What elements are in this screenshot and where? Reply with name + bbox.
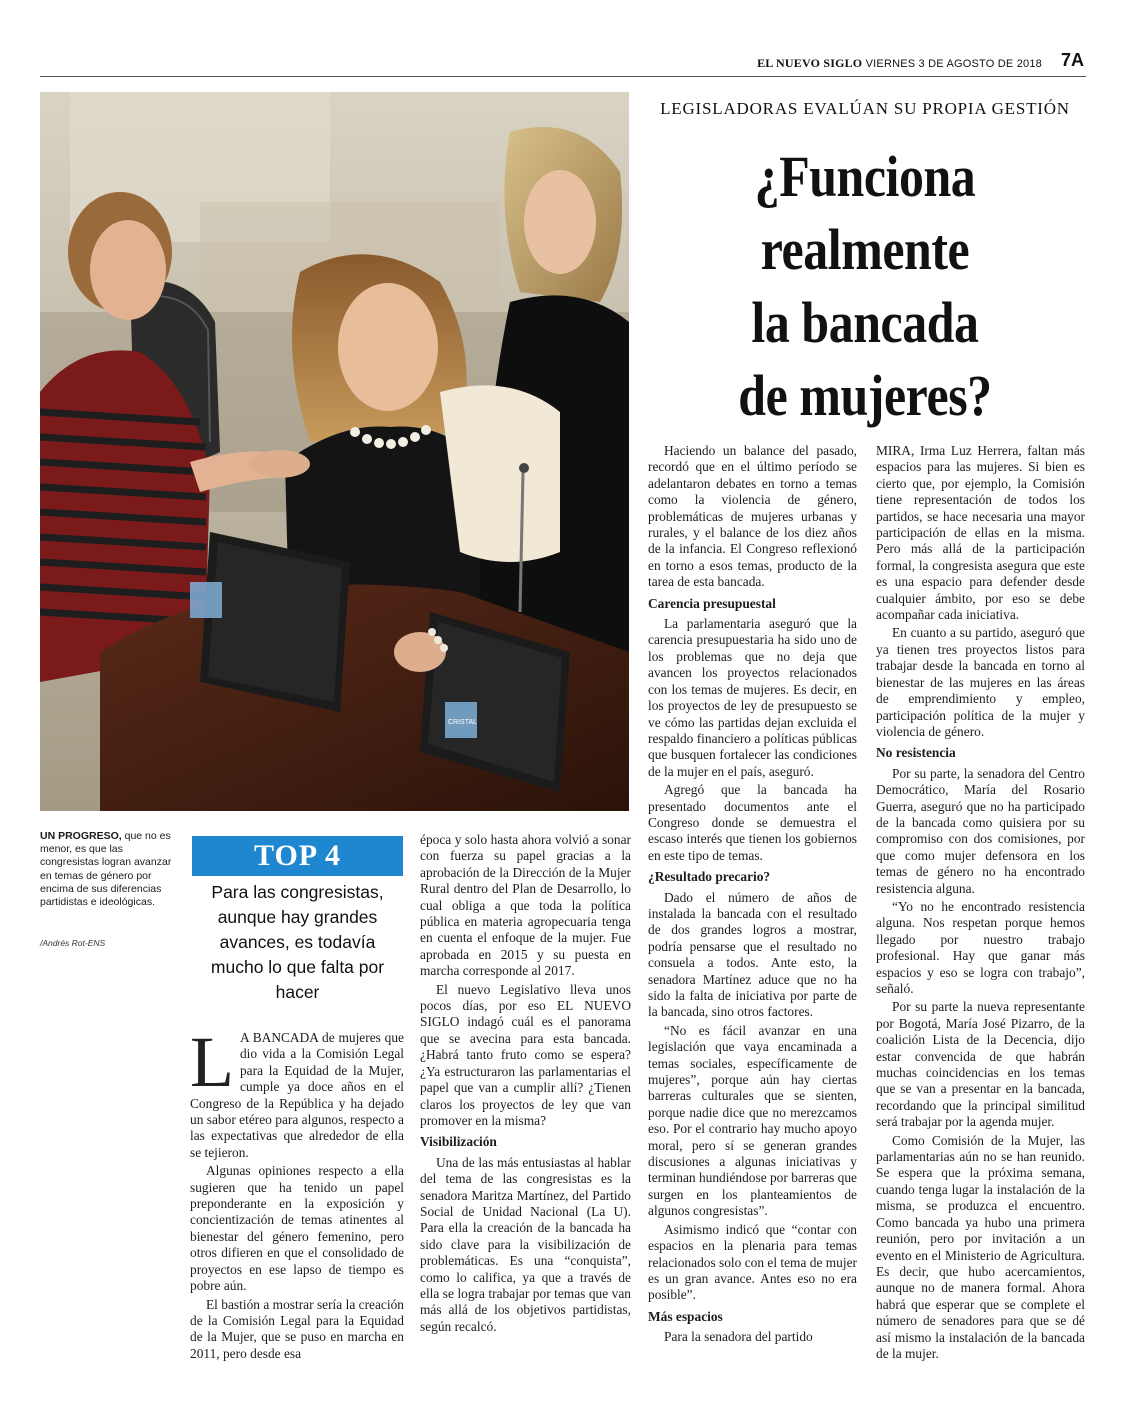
page-folio	[757, 56, 1042, 71]
article-paragraph: “No es fácil avanzar en una legislación que vaya encaminada a temas sociales, específicamente de mujeres”, porque aún hay ciertas barreras culturales que se sienten, porque nadie dice que no merezcamos eso. Por el contrario hay mucho apoyo moral, pero sí se generan grandes discusiones a algunas iniciativas y terminan hundiéndose por barreras que surgen en los planteamientos de algunos congresistas”.	[648, 1022, 857, 1219]
section-heading: Visibilización	[420, 1134, 497, 1150]
article-photo	[40, 92, 629, 811]
photo-credit: /Andrés Rot-ENS	[40, 938, 106, 948]
newspaper-name: EL NUEVO SIGLO	[757, 56, 863, 70]
article-paragraph: El bastión a mostrar sería la creación de la Comisión Legal para la Equidad de la Mujer, que se puso en marcha en 2011, pero desde esa	[190, 1296, 404, 1361]
top4-badge: TOP 4	[192, 836, 403, 876]
section-heading: Carencia presupuestal	[648, 595, 776, 611]
headline-line: ¿Funciona	[754, 144, 976, 209]
article-column-3	[648, 443, 857, 1348]
article-kicker: LEGISLADORAS EVALÚAN SU PROPIA GESTIÓN	[660, 99, 1070, 118]
drop-cap: L	[190, 1022, 234, 1102]
article-paragraph: El nuevo Legislativo lleva unos pocos días, por eso EL NUEVO SIGLO indagó cuál es el panorama que se avecina para esta bancada. ¿Habrá tanto fruto como se espera? ¿Ya estructuraron las parlamentarias el papel que van a cumplir allí? ¿Tienen claros los proyectos de ley que van promover en la misma?	[420, 981, 631, 1128]
photo-illustration	[40, 92, 629, 811]
article-paragraph: A BANCADA de mujeres que dio vida a la Comisión Legal para la Equidad de la Mujer, cumple ya doce años en el Congreso de la República y ha dejado un sabor etéreo para algunos, respecto a las expectativas que alrededor de ella se tejieron.	[190, 1030, 404, 1160]
article-paragraph: Algunas opiniones respecto a ella sugieren que ha tenido un papel preponderante en la exposición y concientización de temas atinentes al bienestar del género femenino, pero otros difieren en que el consolidado de proyectos en ese lapso de tiempo es pobre aún.	[190, 1163, 404, 1294]
article-paragraph: Agregó que la bancada ha presentado documentos ante el Congreso donde se demuestra el escaso interés que tienen los gobiernos en este tipo de temas.	[648, 782, 857, 863]
article-paragraph: Por su parte, la senadora del Centro Democrático, María del Rosario Guerra, aseguró que no ha participado de la bancada como quisiera por su compromiso con dos comisiones, por que como mujer defensora en los temas de género no ha encontrado resistencia alguna.	[876, 765, 1085, 896]
article-paragraph: Como Comisión de la Mujer, las parlamentarias aún no se han reunido. Se espera que la próxima semana, cuando tenga lugar la instalación de la misma, se produzca el encuentro. Como bancada ya hubo una primera reunión, pero por invitación a un evento en el Ministerio de Agricultura. Es decir, que hubo acercamientos, aunque no de manera formal. Ahora habrá que esperar que se complete el número de senadores para que se dé así mismo la instalación de la bancada de la mujer.	[876, 1132, 1085, 1361]
top4-summary: Para las congresistas, aunque hay grandes avances, es todavía mucho lo que falta por hacer	[210, 882, 385, 1002]
photo-caption	[40, 830, 172, 909]
article-column-2	[420, 832, 631, 1337]
section-heading: Más espacios	[648, 1308, 723, 1324]
caption-text: que no es menor, es que las congresistas logran avanzar en temas de género por encima de sus diferencias partidistas e ideológicas.	[40, 830, 172, 909]
section-heading: No resistencia	[876, 745, 956, 761]
article-paragraph: Por su parte la nueva representante por Bogotá, María José Pizarro, de la coalición Lista de la Decencia, dijo estar convencida de que habrán muchas coincidencias en los temas que se van a presentar en la bancada, recordando que la principal similitud será trabajar por la agenda mujer.	[876, 999, 1085, 1130]
article-column-1	[190, 1022, 404, 1364]
caption-lead: UN PROGRESO,	[40, 830, 122, 842]
header-rule	[40, 76, 1086, 77]
article-paragraph: Una de las más entusiastas al hablar del tema de las congresistas es la senadora Maritza Martínez, del Partido Social de Unidad Nacional (La U). Para ella la creación de la bancada ha sido clave para la visibilización de problemáticas. Es una “conquista”, como lo califica, ya que a través de ella se logra trabajar por temas que van más allá de los objetivos partidistas, según recalcó.	[420, 1154, 631, 1334]
article-paragraph: Para la senadora del partido	[664, 1329, 813, 1345]
article-paragraph: MIRA, Irma Luz Herrera, faltan más espacios para las mujeres. Si bien es cierto que, por ejemplo, la Comisión tiene representación de todos los partidos, se hace necesaria una mayor participación de ellas en la misma. Pero más allá de la participación formal, la congresista asegura que este es una espacio para defender desde cualquier ámbito, por eso se debe acompañar cada iniciativa.	[876, 443, 1085, 623]
article-column-4	[876, 443, 1085, 1364]
section-heading: ¿Resultado precario?	[648, 869, 771, 885]
page-number: 7A	[1060, 50, 1084, 70]
article-paragraph: “Yo no he encontrado resistencia alguna. Nos respetan porque hemos llegado por nuestro trabajo profesional. Hay que ganar más espacios y eso se logra con trabajo”, señaló.	[876, 898, 1085, 996]
headline-line: la bancada	[751, 290, 979, 355]
issue-date: VIERNES 3 DE AGOSTO DE 2018	[865, 58, 1042, 70]
article-paragraph: época y solo hasta ahora volvió a sonar con fuerza su papel gracias a la aprobación de la Dirección de la Mujer Rural dentro del Plan de Desarrollo, lo cual obliga a que toda la política pública en materia agropecuaria tenga en cuenta el enfoque de la mujer. Fue aprobada en 2015 y su puesta en marcha corresponde al 2017.	[420, 832, 631, 979]
article-paragraph: Haciendo un balance del pasado, recordó que en el último período se adelantaron debates en torno a temas como la violencia de género, problemáticas de mujeres urbanas y rurales, y el balance de los diez años de la infancia. El Congreso reflexionó en torno a esos temas, producto de la tarea de esta bancada.	[648, 443, 857, 590]
cup-label: CRISTAL	[448, 719, 478, 726]
headline-line: realmente	[760, 217, 970, 282]
article-paragraph: La parlamentaria aseguró que la carencia presupuestaria ha sido uno de los problemas que no deja que avancen los proyectos relacionados con los temas de mujeres. Es decir, en los proyectos de ley de presupuesto se ve cómo las partidas dejan excluida el respaldo financiero a políticas públicas que busquen fortalecer las condiciones de la mujer en el país, aseguró.	[648, 616, 857, 779]
article-paragraph: En cuanto a su partido, aseguró que ya tienen tres proyectos listos para trabajar desde la bancada en torno al bienestar de las mujeres en las áreas de emprendimiento y empleo, participación política de la mujer y violencia de género.	[876, 625, 1085, 739]
article-paragraph: Dado el número de años de instalada la bancada con el resultado de dos grandes logros a mostrar, podría pensarse que el resultado no consuela a todos. Ante esto, la senadora Martínez aduce que no ha sido la falta de iniciativa por parte de la bancada, sino otros factores.	[648, 889, 857, 1020]
article-paragraph: Asimismo indicó que “contar con espacios en la plenaria para temas relacionados solo con el tema de mujer es un gran avance. Antes eso no era posible”.	[648, 1221, 857, 1303]
headline-line: de mujeres?	[738, 363, 992, 428]
article-headline	[680, 140, 1050, 432]
